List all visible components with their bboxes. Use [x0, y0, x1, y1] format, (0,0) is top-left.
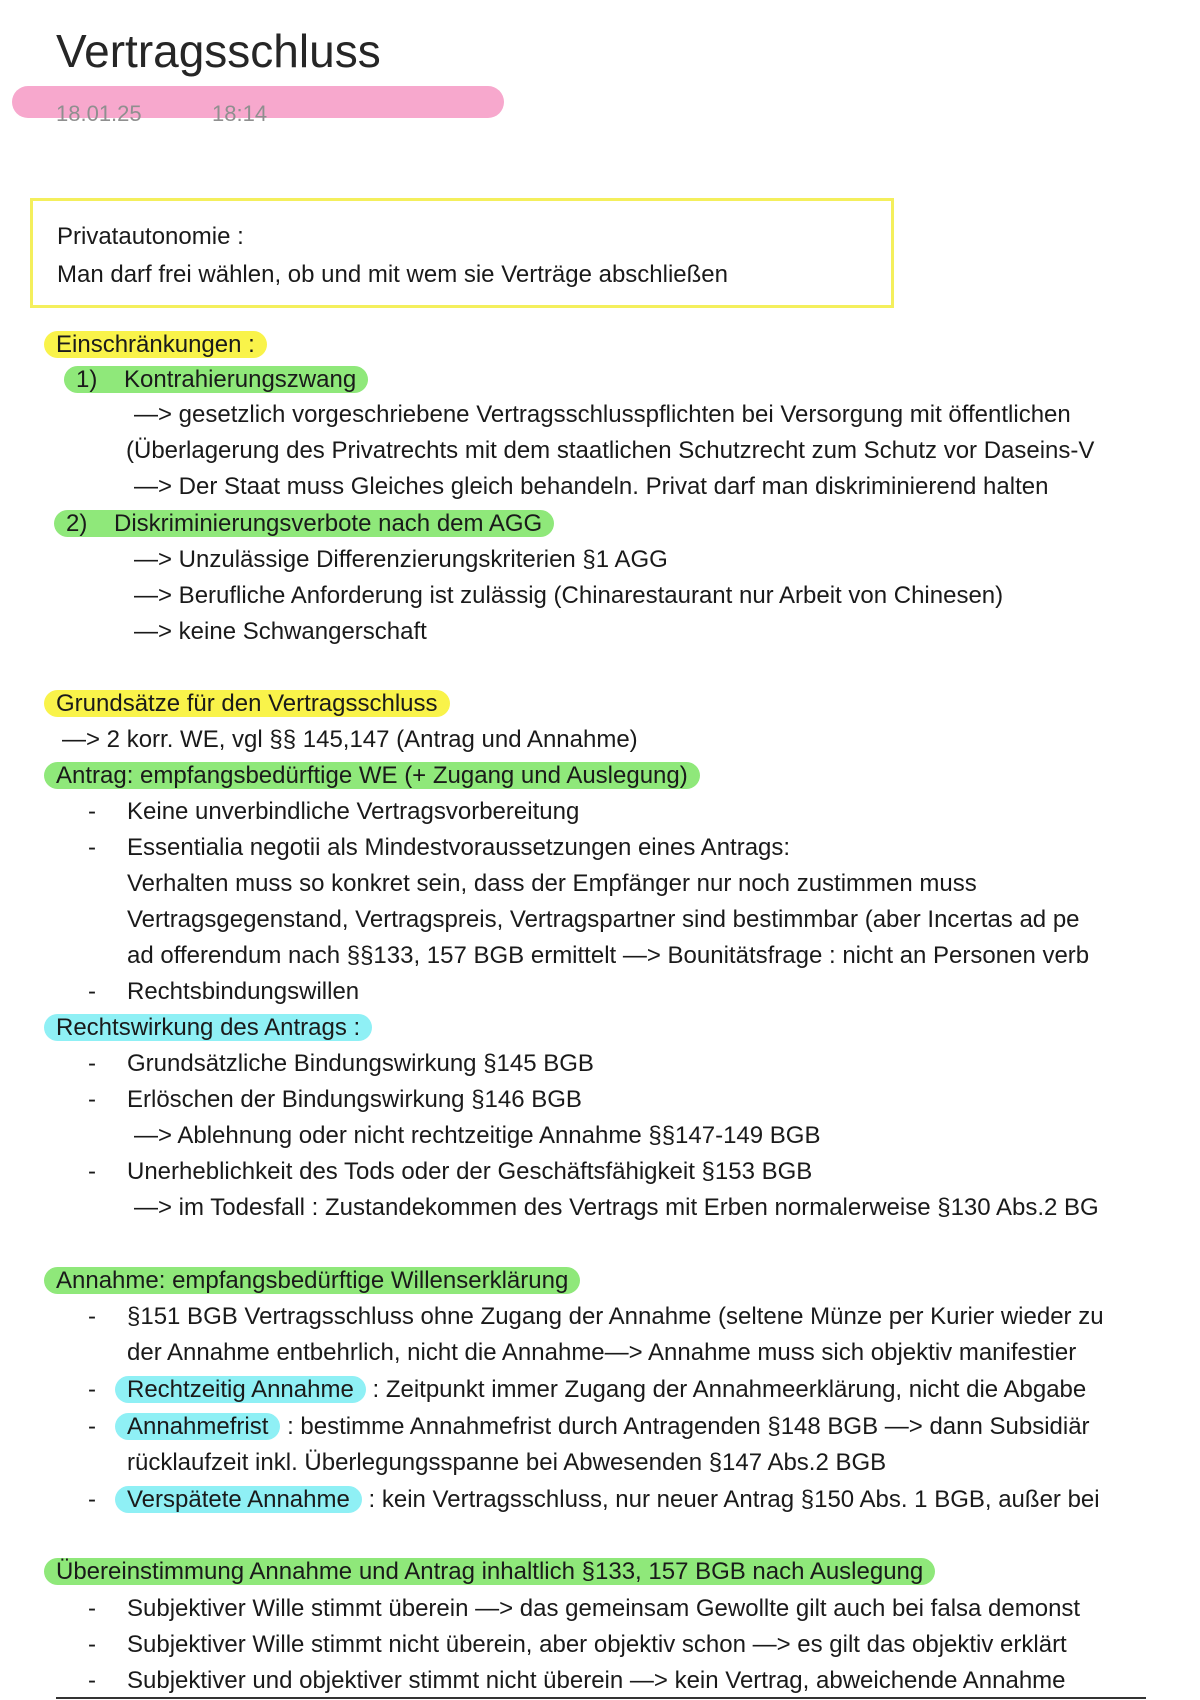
list-item: Subjektiver Wille stimmt überein —> das gemeinsam Gewollte gilt auch bei falsa demonst [127, 1595, 1081, 1622]
box-line-2: Man darf frei wählen, ob und mit wem sie Verträge abschließen [57, 261, 729, 288]
list-item: Rechtsbindungswillen [127, 978, 360, 1005]
item-kontrahierungszwang: 1) Kontrahierungszwang [76, 363, 368, 397]
text-line: —> 2 korr. WE, vgl §§ 145,147 (Antrag und Annahme) [62, 726, 638, 753]
text-line: Vertragsgegenstand, Vertragspreis, Vertragspartner sind bestimmbar (aber Incertas ad pe [127, 906, 1080, 933]
list-item: Essentialia negotii als Mindestvoraussetzungen eines Antrags: [127, 834, 791, 861]
list-item: Erlöschen der Bindungswirkung §146 BGB [127, 1086, 582, 1113]
bullet: - [88, 1086, 96, 1113]
heading-antrag: Antrag: empfangsbedürftige WE (+ Zugang und Auslegung) [56, 759, 700, 793]
text-line: rücklaufzeit inkl. Überlegungsspanne bei Abwesenden §147 Abs.2 BGB [127, 1449, 887, 1476]
bullet: - [88, 1158, 96, 1185]
term-text: : bestimme Annahmefrist durch Antragenden §148 BGB —> dann Subsidiär [280, 1413, 1090, 1440]
text-line: —> Ablehnung oder nicht rechtzeitige Annahme §§147-149 BGB [134, 1122, 821, 1149]
bullet: - [88, 834, 96, 861]
note-time: 18:14 [212, 101, 268, 126]
note-date: 18.01.25 [56, 101, 142, 126]
text-line: —> Berufliche Anforderung ist zulässig (Chinarestaurant nur Arbeit von Chinesen) [134, 582, 1004, 609]
bullet: - [88, 978, 96, 1005]
text-line: Verhalten muss so konkret sein, dass der Empfänger nur noch zustimmen muss [127, 870, 977, 897]
bullet: - [88, 1667, 96, 1694]
heading-grundsaetze: Grundsätze für den Vertragsschluss [56, 687, 450, 721]
bullet: - [88, 1050, 96, 1077]
term-rechtzeitig: Rechtzeitig Annahme [115, 1376, 366, 1403]
bullet: - [88, 1631, 96, 1658]
box-line-1: Privatautonomie : [57, 223, 244, 250]
list-item: §151 BGB Vertragsschluss ohne Zugang der Annahme (seltene Münze per Kurier wieder zu [127, 1303, 1104, 1330]
list-item: Subjektiver Wille stimmt nicht überein, aber objektiv schon —> es gilt das objektiv erklärt [127, 1631, 1067, 1658]
list-item: Grundsätzliche Bindungswirkung §145 BGB [127, 1050, 594, 1077]
term-annahmefrist: Annahmefrist [115, 1413, 280, 1440]
heading-annahme: Annahme: empfangsbedürftige Willenserklärung [56, 1264, 580, 1298]
bottom-rule [56, 1697, 1146, 1699]
bullet: - [88, 1486, 96, 1513]
heading-rechtswirkung: Rechtswirkung des Antrags : [56, 1011, 372, 1045]
list-item [127, 1410, 1090, 1444]
page-title: Vertragsschluss [56, 25, 381, 77]
term-text: : Zeitpunkt immer Zugang der Annahmeerklärung, nicht die Abgabe [365, 1376, 1087, 1403]
bullet: - [88, 798, 96, 825]
text-line: (Überlagerung des Privatrechts mit dem staatlichen Schutzrecht zum Schutz vor Daseins-V [126, 437, 1095, 464]
bullet: - [88, 1413, 96, 1440]
privatautonomie-box [30, 198, 894, 308]
text-line: —> Der Staat muss Gleiches gleich behandeln. Privat darf man diskriminierend halten [134, 473, 1049, 500]
list-item [127, 1483, 1100, 1517]
text-line: ad offerendum nach §§133, 157 BGB ermittelt —> Bounitätsfrage : nicht an Personen verb [127, 942, 1090, 969]
bullet: - [88, 1303, 96, 1330]
text-line: der Annahme entbehrlich, nicht die Annahme—> Annahme muss sich objektiv manifestier [127, 1339, 1077, 1366]
term-text: : kein Vertragsschluss, nur neuer Antrag §150 Abs. 1 BGB, außer bei [361, 1486, 1100, 1513]
list-item [127, 1373, 1086, 1407]
list-item: Unerheblichkeit des Tods oder der Geschäftsfähigkeit §153 BGB [127, 1158, 813, 1185]
list-item: Keine unverbindliche Vertragsvorbereitung [127, 798, 580, 825]
text-line: —> Unzulässige Differenzierungskriterien §1 AGG [134, 546, 668, 573]
text-line: —> im Todesfall : Zustandekommen des Vertrags mit Erben normalerweise §130 Abs.2 BG [134, 1194, 1099, 1221]
item-diskriminierungsverbote: 2) Diskriminierungsverbote nach dem AGG [66, 507, 554, 541]
term-verspaetet: Verspätete Annahme [115, 1486, 362, 1513]
heading-einschraenkungen: Einschränkungen : [56, 328, 267, 362]
text-line: —> gesetzlich vorgeschriebene Vertragsschlusspflichten bei Versorgung mit öffentlichen [134, 401, 1071, 428]
list-item: Subjektiver und objektiver stimmt nicht überein —> kein Vertrag, abweichende Annahme [127, 1667, 1066, 1694]
text-line: —> keine Schwangerschaft [134, 618, 427, 645]
heading-uebereinstimmung: Übereinstimmung Annahme und Antrag inhaltlich §133, 157 BGB nach Auslegung [56, 1555, 935, 1589]
bullet: - [88, 1595, 96, 1622]
bullet: - [88, 1376, 96, 1403]
